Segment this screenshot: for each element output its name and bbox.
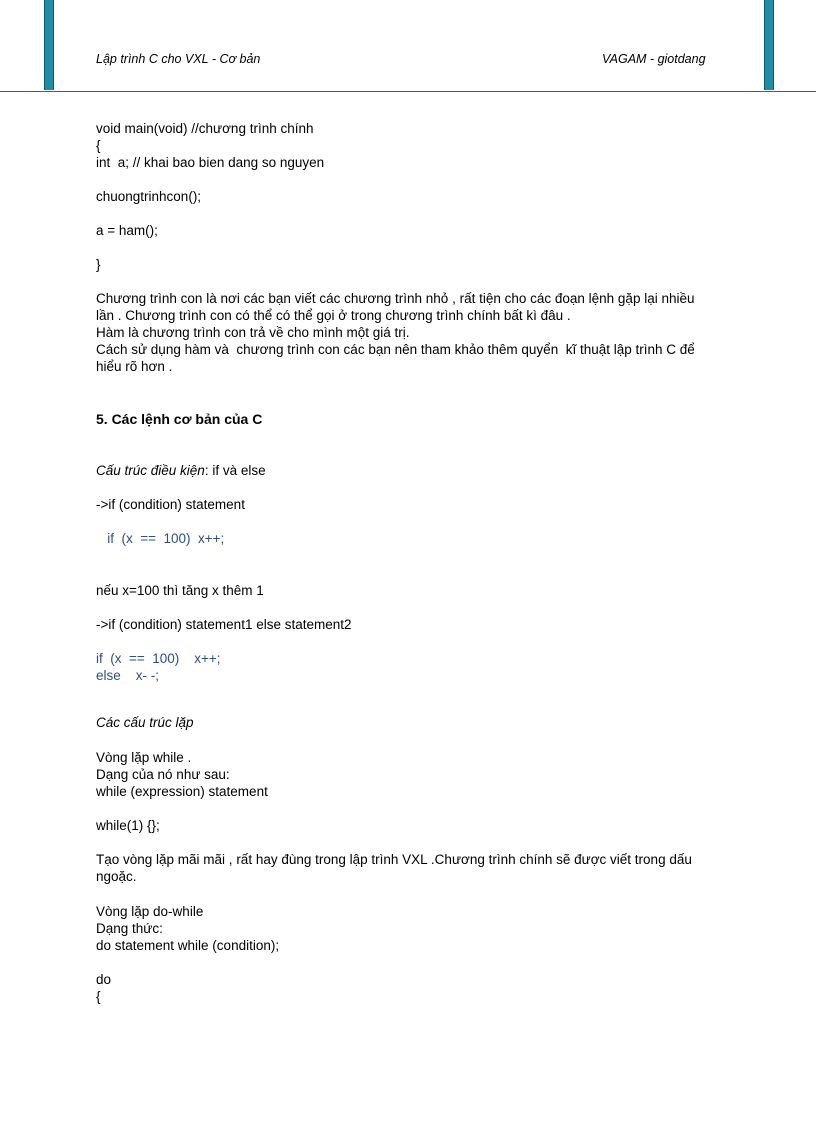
code-line: void main(void) //chương trình chính bbox=[96, 121, 314, 136]
syntax-line: do statement while (condition); bbox=[96, 938, 280, 953]
code-line: do bbox=[96, 972, 112, 987]
code-line: int a; // khai bao bien dang so nguyen bbox=[96, 155, 325, 170]
paragraph-line: Dạng thức: bbox=[96, 921, 163, 936]
code-line: chuongtrinhcon(); bbox=[96, 189, 202, 204]
subheading-loops: Các cấu trúc lặp bbox=[96, 715, 194, 730]
paragraph-line: Cách sử dụng hàm và chương trình con các bạn nên tham khảo thêm quyển kĩ thuật lập trình C để bbox=[96, 342, 695, 357]
paragraph-line: Tạo vòng lặp mãi mãi , rất hay đùng trong lập trình VXL .Chương trình chính sẽ được viết trong dấu bbox=[96, 852, 692, 867]
paragraph-line: lần . Chương trình con có thể có thể gọi ở trong chương trình chính bất kì đâu . bbox=[96, 308, 571, 323]
paragraph-line: ngoặc. bbox=[96, 869, 137, 884]
code-example: if (x == 100) x++; bbox=[96, 531, 225, 546]
header-doc-title: Lập trình C cho VXL - Cơ bản bbox=[96, 52, 261, 66]
subheading-condition-label: Cấu trúc điều kiện bbox=[96, 463, 205, 478]
syntax-line: while (expression) statement bbox=[96, 784, 268, 799]
paragraph-line: Vòng lặp do-while bbox=[96, 904, 204, 919]
paragraph-line: Vòng lặp while . bbox=[96, 750, 192, 765]
code-line: while(1) {}; bbox=[96, 818, 160, 833]
left-margin-bar bbox=[44, 0, 54, 90]
header-divider bbox=[0, 91, 816, 92]
header-author: VAGAM - giotdang bbox=[602, 52, 706, 66]
code-line: { bbox=[96, 989, 101, 1004]
code-line: a = ham(); bbox=[96, 223, 158, 238]
code-line: { bbox=[96, 138, 101, 153]
syntax-line: ->if (condition) statement1 else statement2 bbox=[96, 617, 352, 632]
subheading-condition bbox=[96, 462, 266, 479]
code-line: } bbox=[96, 257, 101, 272]
right-margin-bar bbox=[764, 0, 774, 90]
paragraph-line: Hàm là chương trình con trả về cho mình một giá trị. bbox=[96, 325, 410, 340]
code-example: if (x == 100) x++; bbox=[96, 651, 221, 666]
paragraph-line: hiểu rõ hơn . bbox=[96, 359, 173, 374]
paragraph-line: Chương trình con là nơi các bạn viết các chương trình nhỏ , rất tiện cho các đoạn lệnh gặp lại nhiều bbox=[96, 291, 695, 306]
section-heading: 5. Các lệnh cơ bản của C bbox=[96, 411, 263, 427]
subheading-condition-rest: : if và else bbox=[204, 463, 266, 478]
syntax-line: ->if (condition) statement bbox=[96, 497, 245, 512]
paragraph-line: Dạng của nó như sau: bbox=[96, 767, 230, 782]
code-example: else x- -; bbox=[96, 668, 160, 683]
paragraph-line: nếu x=100 thì tăng x thêm 1 bbox=[96, 583, 264, 598]
